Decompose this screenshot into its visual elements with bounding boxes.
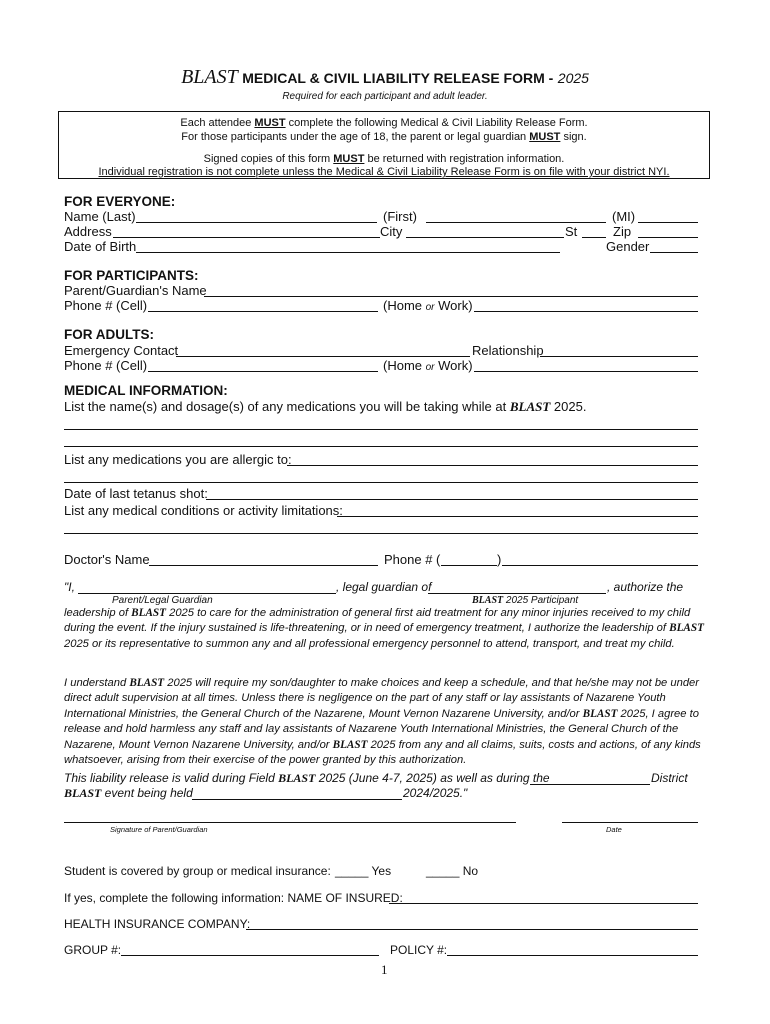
- participant-printed-name-field[interactable]: [428, 593, 606, 594]
- event-location-field[interactable]: [192, 799, 402, 800]
- notice-text: sign.: [560, 131, 587, 143]
- city-label: City: [380, 224, 403, 239]
- gender-field[interactable]: [650, 252, 698, 253]
- statement-authorize: , authorize the: [607, 580, 684, 594]
- work-text: Work): [434, 298, 473, 313]
- zip-field[interactable]: [638, 237, 698, 238]
- para-text: 2025 or its representative to summon any and all professional emergency personnel to attend, transport, and treat my child.: [64, 637, 675, 650]
- blast-brand: BLAST: [131, 607, 166, 619]
- adult-cell-label: Phone # (Cell): [64, 358, 148, 373]
- doctor-phone-label: Phone # (: [384, 552, 441, 567]
- notice-line-3: [58, 153, 710, 165]
- blast-brand: BLAST: [669, 622, 704, 635]
- notice-text: be returned with registration information.: [364, 153, 565, 165]
- medical-heading: MEDICAL INFORMATION:: [64, 383, 228, 398]
- gender-label: Gender: [606, 239, 650, 254]
- notice-line-4: Individual registration is not complete unless the Medical & Civil Liability Release Form is on file with your district NYI.: [98, 166, 670, 178]
- emergency-contact-label: Emergency Contact: [64, 343, 179, 358]
- notice-text: For those participants under the age of 18, the parent or legal guardian: [181, 131, 530, 143]
- statement-i: "I,: [64, 580, 75, 594]
- para-text: 2025 from any and all claims, suits, costs and actions, of any kinds whatsoever, arising from their exercise of the power granted by this authorization.: [64, 738, 701, 767]
- para-text: leadership of: [64, 607, 132, 619]
- everyone-heading: FOR EVERYONE:: [64, 194, 176, 209]
- notice-line-2: [58, 131, 710, 143]
- blast-brand: BLAST: [129, 677, 165, 689]
- doctor-phone-close: ): [497, 552, 502, 567]
- address-field[interactable]: [113, 237, 380, 238]
- page-number: 1: [381, 962, 388, 977]
- insured-name-field[interactable]: [389, 903, 698, 904]
- title-year: 2025: [557, 70, 589, 86]
- notice-text: Each attendee: [180, 117, 255, 129]
- allergic-field-1[interactable]: [287, 465, 698, 466]
- participant-cell-label: Phone # (Cell): [64, 298, 148, 313]
- blast-brand: BLAST: [509, 399, 551, 414]
- insurance-covered-label: Student is covered by group or medical insurance:: [64, 864, 331, 878]
- work-text: Work): [434, 358, 473, 373]
- dob-label: Date of Birth: [64, 239, 137, 254]
- adult-home-work-label: [383, 358, 473, 373]
- allergic-label: List any medications you are allergic to:: [64, 452, 292, 467]
- name-last-label: Name (Last): [64, 209, 136, 224]
- form-title: [0, 66, 770, 89]
- group-number-field[interactable]: [121, 955, 379, 956]
- notice-line-1: [58, 117, 710, 129]
- validity-line-1: [64, 771, 550, 786]
- release-paragraph: [64, 676, 708, 768]
- validity-line-2: [64, 786, 193, 801]
- district-label: District: [651, 771, 688, 785]
- para-text: I understand: [64, 677, 130, 689]
- statement-legal-guardian: , legal guardian of: [336, 580, 432, 594]
- tetanus-field[interactable]: [206, 499, 698, 500]
- doctor-area-code-field[interactable]: [441, 565, 497, 566]
- medications-label: [64, 399, 586, 415]
- state-field[interactable]: [582, 237, 606, 238]
- notice-must: MUST: [529, 131, 561, 143]
- insurance-yes-option[interactable]: _____ Yes: [335, 864, 392, 878]
- doctor-name-label: Doctor's Name: [64, 552, 150, 567]
- conditions-field-2[interactable]: [64, 533, 698, 534]
- blast-brand: BLAST: [332, 738, 368, 751]
- doctor-name-field[interactable]: [149, 565, 378, 566]
- notice-text: complete the following Medical & Civil Liability Release Form.: [285, 117, 588, 129]
- participant-home-work-label: [383, 298, 473, 313]
- insurance-company-label: HEALTH INSURANCE COMPANY:: [64, 917, 251, 931]
- signature-date-field[interactable]: [562, 822, 698, 823]
- zip-label: Zip: [613, 224, 632, 239]
- para-text: 2025 will require my son/daughter to make choices and keep a schedule, and that he/she may not be under direct adult supervision at all times. Unless there is negligence on the part of any staff or lay assistants of Nazarene Youth International Ministries, the General Church of the Nazarene, Mount Vernon Nazarene University, and/or: [64, 677, 699, 720]
- insurance-no-option[interactable]: _____ No: [426, 864, 479, 878]
- adults-heading: FOR ADULTS:: [64, 327, 154, 342]
- para-text: 2025 (June 4-7, 2025) as well as during the: [315, 771, 550, 785]
- blast-brand: BLAST: [64, 786, 102, 800]
- participant-home-work-field[interactable]: [474, 311, 698, 312]
- insured-name-label: If yes, complete the following information: NAME OF INSURED:: [64, 891, 403, 905]
- guardian-name-label: Parent/Guardian's Name: [64, 283, 207, 298]
- name-first-field[interactable]: [426, 222, 606, 223]
- caption-text: 2025 Participant: [503, 595, 579, 606]
- validity-year: 2024/2025.": [403, 786, 468, 800]
- or-text: or: [425, 362, 435, 373]
- meds-text: 2025.: [550, 399, 587, 414]
- guardian-printed-name-field[interactable]: [78, 593, 336, 594]
- authorization-paragraph: [64, 606, 708, 652]
- policy-number-field[interactable]: [447, 955, 698, 956]
- state-label: St: [565, 224, 578, 239]
- tetanus-label: Date of last tetanus shot:: [64, 486, 208, 501]
- name-first-label: (First): [383, 209, 417, 224]
- notice-text: Signed copies of this form: [203, 153, 334, 165]
- adult-home-work-field[interactable]: [474, 371, 698, 372]
- form-subtitle: Required for each participant and adult leader.: [282, 91, 488, 102]
- doctor-phone-field[interactable]: [502, 565, 698, 566]
- address-label: Address: [64, 224, 112, 239]
- guardian-name-field[interactable]: [204, 296, 698, 297]
- para-text: 2025 to care for the administration of general first aid treatment for any minor injuries received to my child during the event. If the injury sustained is life-threatening, or in need of emergency treatment, I authorize the leadership of: [64, 607, 691, 635]
- guardian-field-caption: Parent/Legal Guardian: [112, 595, 213, 606]
- dob-field[interactable]: [136, 252, 560, 253]
- home-text: (Home: [383, 358, 426, 373]
- date-caption: Date: [606, 825, 622, 834]
- name-last-field[interactable]: [136, 222, 377, 223]
- medications-field-2[interactable]: [64, 446, 698, 447]
- signature-caption: Signature of Parent/Guardian: [110, 825, 208, 834]
- name-mi-label: (MI): [612, 209, 636, 224]
- allergic-field-2[interactable]: [64, 482, 698, 483]
- participant-field-caption: [472, 595, 578, 606]
- relationship-field[interactable]: [540, 356, 698, 357]
- or-text: or: [425, 302, 435, 313]
- blast-brand: BLAST: [472, 595, 504, 606]
- district-field[interactable]: [530, 784, 650, 785]
- adult-cell-field[interactable]: [148, 371, 378, 372]
- policy-number-label: POLICY #:: [390, 943, 448, 957]
- relationship-label: Relationship: [472, 343, 544, 358]
- name-mi-field[interactable]: [638, 222, 698, 223]
- medications-field-1[interactable]: [64, 429, 698, 430]
- city-field[interactable]: [406, 237, 564, 238]
- guardian-signature-field[interactable]: [64, 822, 516, 823]
- title-brand: BLAST: [181, 66, 238, 88]
- conditions-field-1[interactable]: [337, 516, 698, 517]
- participant-cell-field[interactable]: [148, 311, 378, 312]
- conditions-label: List any medical conditions or activity limitations:: [64, 503, 343, 518]
- group-number-label: GROUP #:: [64, 943, 122, 957]
- para-text: This liability release is valid during Field: [64, 771, 279, 785]
- participants-heading: FOR PARTICIPANTS:: [64, 268, 199, 283]
- notice-must: MUST: [254, 117, 286, 129]
- title-main: MEDICAL & CIVIL LIABILITY RELEASE FORM -: [242, 70, 554, 86]
- insurance-company-field[interactable]: [246, 929, 698, 930]
- para-text: 2025, I agree to release and hold harmless any staff and lay assistants of Nazarene Youth International Ministries, the General Church of the Nazarene, Mount Vernon Nazarene University, and/or: [64, 707, 699, 751]
- blast-brand: BLAST: [278, 771, 316, 785]
- notice-must: MUST: [333, 153, 365, 165]
- meds-text: List the name(s) and dosage(s) of any medications you will be taking while at: [64, 399, 510, 414]
- emergency-contact-field[interactable]: [176, 356, 470, 357]
- para-text: event being held: [101, 786, 193, 800]
- home-text: (Home: [383, 298, 426, 313]
- blast-brand: BLAST: [582, 707, 618, 720]
